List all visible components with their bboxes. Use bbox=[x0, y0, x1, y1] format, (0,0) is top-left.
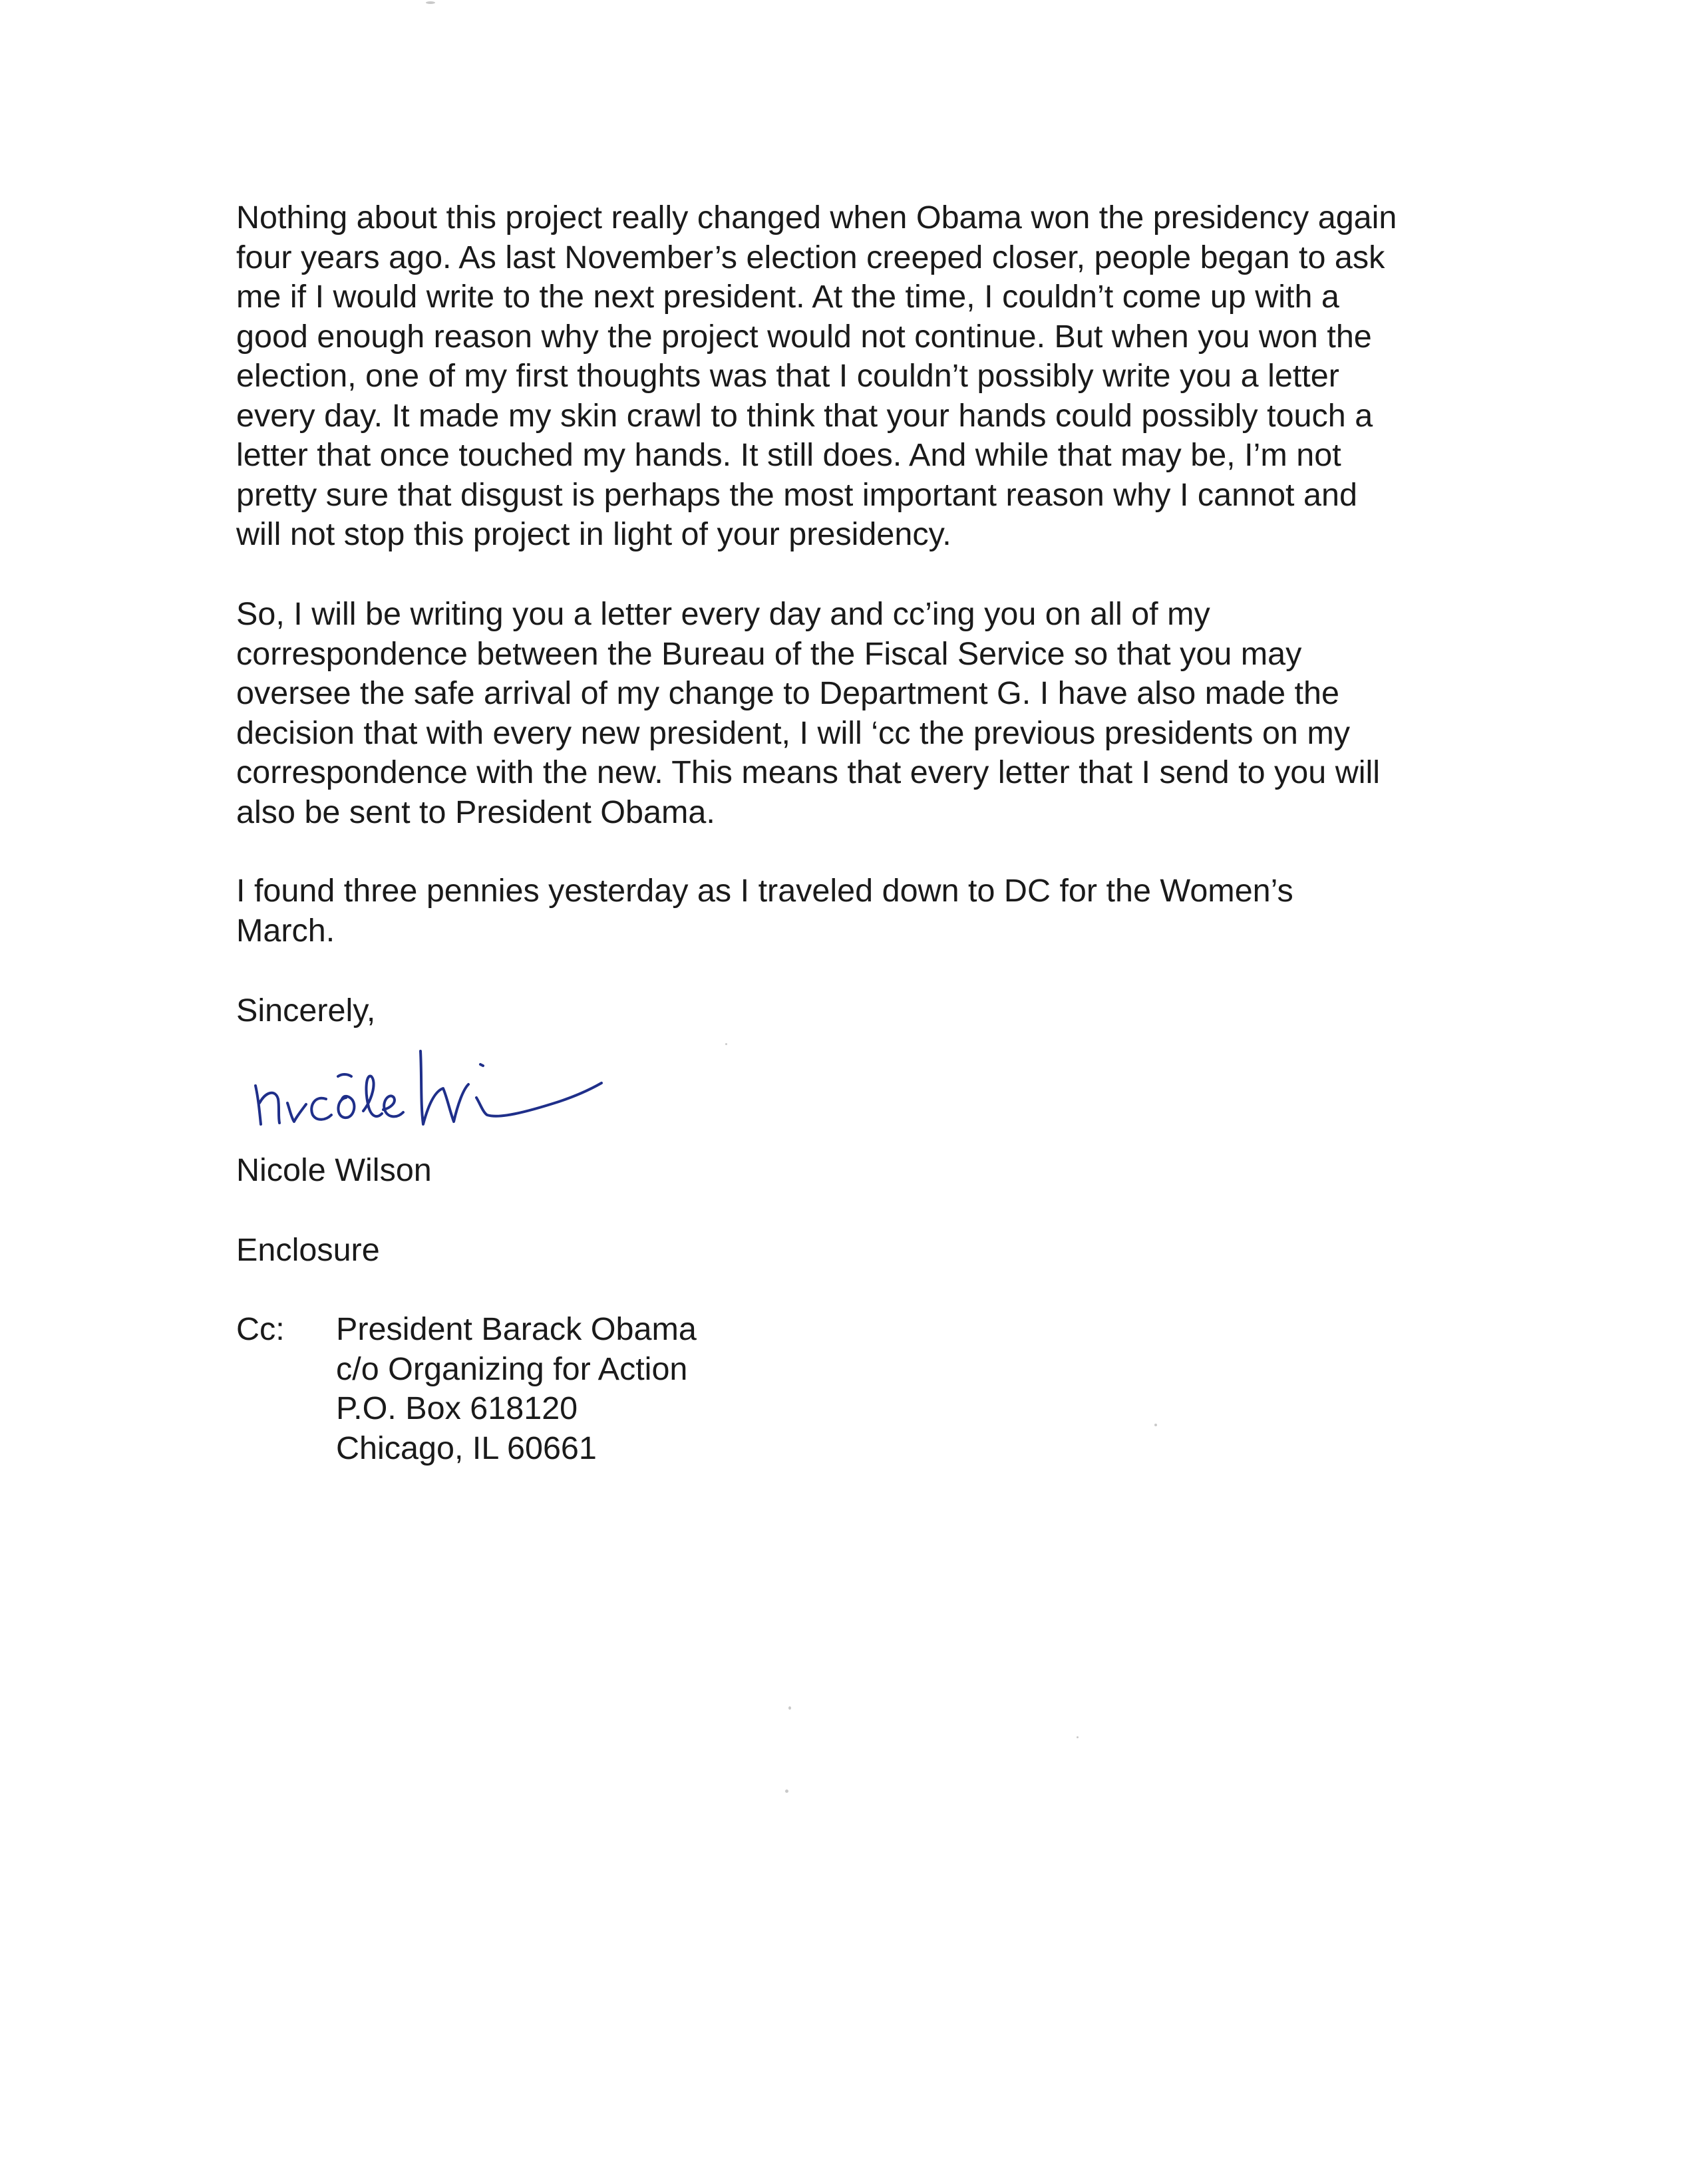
cc-city-state-zip: Chicago, IL 60661 bbox=[336, 1430, 597, 1466]
scan-speck bbox=[1154, 1424, 1157, 1426]
body-line: decision that with every new president, I will ‘cc the previous presidents on my bbox=[236, 714, 1351, 751]
cc-organization: c/o Organizing for Action bbox=[336, 1350, 688, 1387]
body-paragraph-1 bbox=[236, 198, 1500, 555]
cc-po-box: P.O. Box 618120 bbox=[336, 1390, 578, 1426]
sender-name: Nicole Wilson bbox=[236, 1152, 432, 1188]
cc-label: Cc: bbox=[236, 1311, 285, 1347]
body-line: will not stop this project in light of your presidency. bbox=[236, 516, 951, 552]
enclosure-notation: Enclosure bbox=[236, 1232, 380, 1268]
body-line: election, one of my first thoughts was that I couldn’t possibly write you a letter bbox=[236, 358, 1339, 394]
body-line: pretty sure that disgust is perhaps the most important reason why I cannot and bbox=[236, 476, 1357, 513]
body-line: March. bbox=[236, 912, 335, 949]
body-line: also be sent to President Obama. bbox=[236, 794, 715, 830]
body-line: letter that once touched my hands. It still does. And while that may be, I’m not bbox=[236, 437, 1341, 473]
scan-speck bbox=[785, 1790, 788, 1793]
cc-address-block bbox=[336, 1310, 697, 1468]
scan-speck bbox=[426, 1, 435, 4]
body-line: correspondence between the Bureau of the Fiscal Service so that you may bbox=[236, 635, 1302, 672]
scan-speck bbox=[788, 1706, 791, 1710]
closing-salutation: Sincerely, bbox=[236, 993, 376, 1028]
cc-recipient-name: President Barack Obama bbox=[336, 1311, 697, 1347]
body-line: me if I would write to the next president. At the time, I couldn’t come up with a bbox=[236, 279, 1339, 315]
body-line: I found three pennies yesterday as I traveled down to DC for the Women’s bbox=[236, 873, 1293, 909]
body-line: Nothing about this project really changed when Obama won the presidency again bbox=[236, 200, 1397, 235]
handwritten-signature bbox=[246, 1024, 632, 1138]
body-line: oversee the safe arrival of my change to Department G. I have also made the bbox=[236, 675, 1339, 711]
body-line: good enough reason why the project would not continue. But when you won the bbox=[236, 318, 1372, 355]
body-line: So, I will be writing you a letter every day and cc’ing you on all of my bbox=[236, 596, 1210, 632]
scan-speck bbox=[725, 1043, 727, 1045]
body-line: correspondence with the new. This means that every letter that I send to you will bbox=[236, 754, 1381, 790]
scan-speck bbox=[1077, 1736, 1079, 1738]
body-paragraph-3 bbox=[236, 871, 1500, 951]
body-line: four years ago. As last November’s election creeped closer, people began to ask bbox=[236, 239, 1385, 275]
body-line: every day. It made my skin crawl to think that your hands could possibly touch a bbox=[236, 397, 1373, 434]
body-paragraph-2 bbox=[236, 595, 1500, 832]
